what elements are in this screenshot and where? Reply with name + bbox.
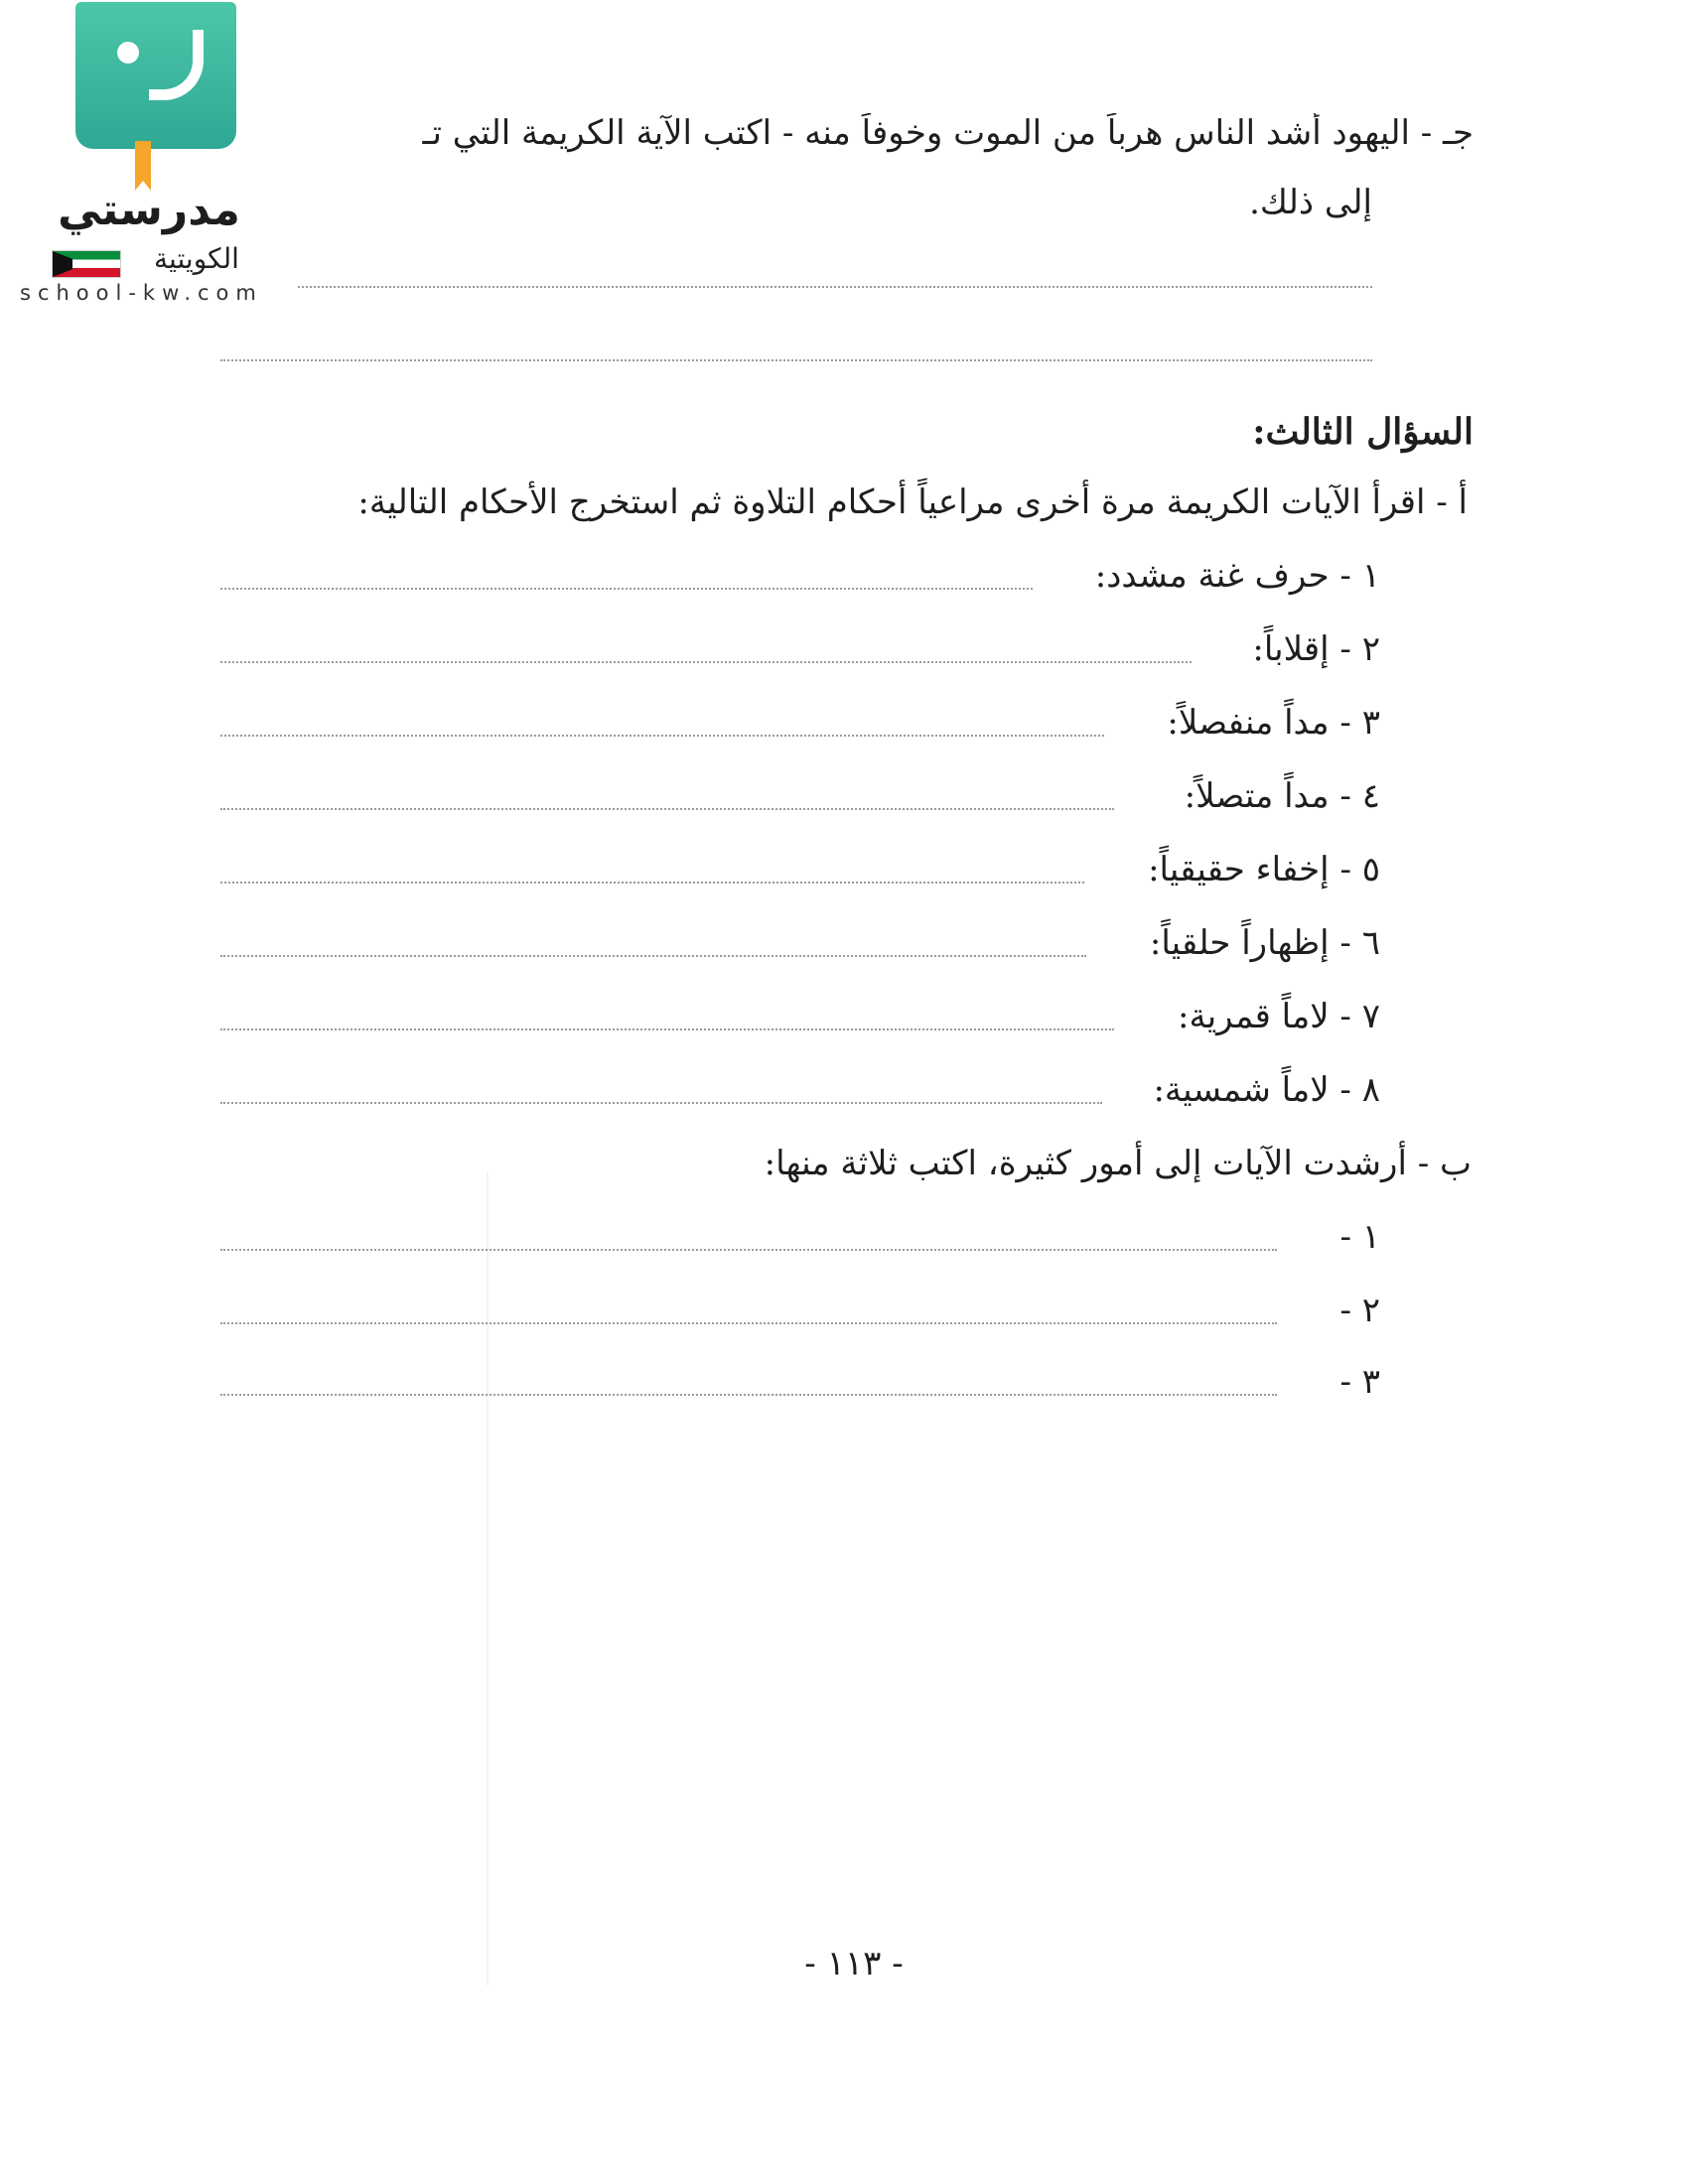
logo-eye-icon (117, 42, 139, 64)
question-three-heading: السؤال الثالث: (1252, 411, 1474, 453)
school-logo (0, 0, 308, 308)
answer-line[interactable] (220, 955, 1086, 957)
part-b-prompt: ب - أرشدت الآيات إلى أمور كثيرة، اكتب ثلاثة منها: (764, 1144, 1472, 1183)
list-item: ٢ - (1339, 1291, 1380, 1330)
answer-line[interactable] (220, 1322, 1277, 1324)
question-c-line2: إلى ذلك. (1249, 183, 1372, 222)
list-item: ٨ - لاماً شمسية: (1153, 1070, 1380, 1110)
question-c-line1: جـ - اليهود أشد الناس هرباً من الموت وخوفاً منه - اكتب الآية الكريمة التي تـ (422, 113, 1474, 153)
answer-line[interactable] (220, 808, 1114, 810)
page-number: - ١١٣ - (804, 1944, 904, 1983)
list-item: ٧ - لاماً قمرية: (1178, 997, 1380, 1036)
logo-name: مدرستي (58, 185, 240, 235)
answer-line[interactable] (220, 661, 1192, 663)
answer-line[interactable] (220, 588, 1033, 590)
list-item: ٣ - مداً منفصلاً: (1167, 703, 1380, 743)
answer-line[interactable] (220, 882, 1084, 884)
answer-line[interactable] (220, 1394, 1277, 1396)
list-item: ٦ - إظهاراً حلقياً: (1149, 923, 1380, 963)
list-item: ٤ - مداً متصلاً: (1184, 776, 1380, 816)
list-item: ١ - حرف غنة مشدد: (1094, 556, 1380, 596)
list-item: ٢ - إقلاباً: (1252, 629, 1380, 669)
list-item: ١ - (1339, 1217, 1380, 1257)
kuwait-flag-icon (52, 250, 121, 278)
logo-url: school-kw.com (20, 281, 263, 305)
answer-line[interactable] (220, 1028, 1114, 1030)
logo-subtitle: الكويتية (154, 242, 239, 275)
answer-line[interactable] (298, 286, 1372, 288)
logo-bookmark-icon (135, 141, 151, 191)
part-a-prompt: أ - اقرأ الآيات الكريمة مرة أخرى مراعياً أحكام التلاوة ثم استخرج الأحكام التالية: (357, 482, 1468, 522)
answer-line[interactable] (220, 1102, 1102, 1104)
answer-line[interactable] (220, 1249, 1277, 1251)
answer-line[interactable] (220, 359, 1372, 361)
answer-line[interactable] (220, 735, 1104, 737)
list-item: ٥ - إخفاء حقيقياً: (1148, 850, 1380, 889)
list-item: ٣ - (1339, 1362, 1380, 1402)
scan-artifact-line (487, 1171, 489, 1985)
